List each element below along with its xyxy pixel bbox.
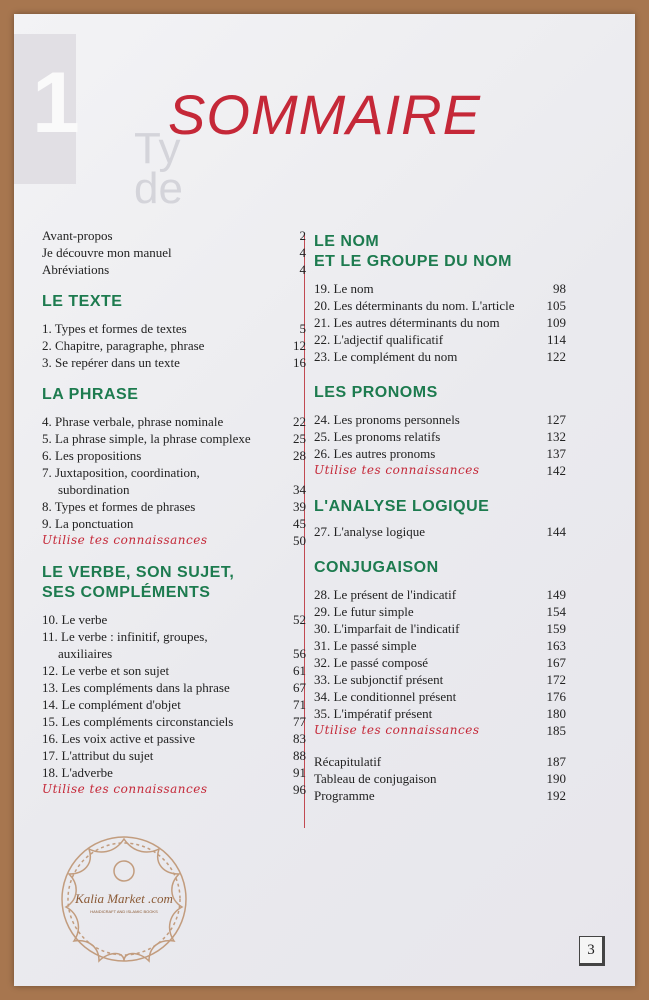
toc-entry[interactable]: 17. L'attribut du sujet 88 (42, 748, 306, 763)
toc-entry[interactable]: 7. Juxtaposition, coordination, subordination 34 (42, 465, 306, 497)
section-heading-nom: LE NOM ET LE GROUPE DU NOM (314, 233, 512, 270)
intro-list (42, 227, 306, 278)
section-heading-phrase: LA PHRASE (42, 386, 139, 403)
page-number-badge: 3 (579, 936, 605, 966)
toc-entry[interactable]: 15. Les compléments circonstanciels 77 (42, 714, 306, 729)
toc-entry[interactable]: 24. Les pronoms personnels 127 (314, 412, 566, 427)
outro-list (314, 753, 566, 804)
toc-entry[interactable]: 26. Les autres pronoms 137 (314, 446, 566, 461)
toc-entry[interactable]: Avant-propos 2 (42, 228, 306, 243)
toc-entry[interactable]: 6. Les propositions 28 (42, 448, 306, 463)
toc-entry[interactable]: 2. Chapitre, paragraphe, phrase 12 (42, 338, 306, 353)
toc-entry[interactable]: Tableau de conjugaison 190 (314, 771, 566, 786)
show-through-decoration: Ty (134, 124, 181, 173)
toc-entry[interactable]: 18. L'adverbe 91 (42, 765, 306, 780)
toc-entry[interactable]: 13. Les compléments dans la phrase 67 (42, 680, 306, 695)
toc-entry[interactable]: 34. Le conditionnel présent 176 (314, 689, 566, 704)
section-list-phrase (42, 413, 306, 549)
section-list-texte (42, 320, 306, 371)
toc-entry[interactable]: 25. Les pronoms relatifs 132 (314, 429, 566, 444)
toc-entry[interactable]: 14. Le complément d'objet 71 (42, 697, 306, 712)
toc-entry[interactable]: 8. Types et formes de phrases 39 (42, 499, 306, 514)
toc-entry[interactable]: Abréviations 4 (42, 262, 306, 277)
toc-entry[interactable]: 10. Le verbe 52 (42, 612, 306, 627)
toc-entry[interactable]: Programme 192 (314, 788, 566, 803)
toc-entry[interactable]: 3. Se repérer dans un texte 16 (42, 355, 306, 370)
section-heading-conjugaison: CONJUGAISON (314, 559, 439, 576)
book-page (14, 14, 635, 986)
toc-entry[interactable]: 21. Les autres déterminants du nom 109 (314, 315, 566, 330)
chapter-number-decoration: 1 (32, 55, 80, 151)
toc-entry[interactable]: 4. Phrase verbale, phrase nominale 22 (42, 414, 306, 429)
toc-entry[interactable]: 31. Le passé simple 163 (314, 638, 566, 653)
section-list-pronoms (314, 411, 566, 479)
toc-entry[interactable]: 22. L'adjectif qualificatif 114 (314, 332, 566, 347)
toc-entry[interactable]: 29. Le futur simple 154 (314, 604, 566, 619)
toc-entry[interactable]: 5. La phrase simple, la phrase complexe 25 (42, 431, 306, 446)
toc-entry[interactable]: 33. Le subjonctif présent 172 (314, 672, 566, 687)
toc-entry[interactable]: 19. Le nom 98 (314, 281, 566, 296)
review-entry[interactable]: Utilise tes connaissances 96 (42, 782, 306, 797)
left-column (42, 227, 306, 798)
toc-entry[interactable]: Récapitulatif 187 (314, 754, 566, 769)
section-heading-analyse: L'ANALYSE LOGIQUE (314, 498, 490, 515)
toc-entry[interactable]: 12. Le verbe et son sujet 61 (42, 663, 306, 678)
toc-entry[interactable]: 16. Les voix active et passive 83 (42, 731, 306, 746)
page-title: SOMMAIRE (168, 83, 481, 146)
toc-entry[interactable]: 32. Le passé composé 167 (314, 655, 566, 670)
watermark-tagline: HANDICRAFT AND ISLAMIC BOOKS (90, 909, 158, 914)
toc-entry[interactable]: 11. Le verbe : infinitif, groupes, auxiliaires 56 (42, 629, 306, 661)
section-list-analyse (314, 523, 566, 540)
section-list-verbe (42, 611, 306, 798)
review-entry[interactable]: Utilise tes connaissances 50 (42, 533, 306, 548)
show-through-decoration: de (134, 164, 183, 213)
toc-entry[interactable]: 35. L'impératif présent 180 (314, 706, 566, 721)
toc-entry[interactable]: 28. Le présent de l'indicatif 149 (314, 587, 566, 602)
toc-entry[interactable]: 23. Le complément du nom 122 (314, 349, 566, 364)
section-list-conjugaison (314, 586, 566, 739)
section-heading-verbe: LE VERBE, SON SUJET, SES COMPLÉMENTS (42, 564, 235, 601)
section-list-nom (314, 280, 566, 365)
watermark-brand: Kalia Market .com (75, 891, 173, 906)
review-entry[interactable]: Utilise tes connaissances 185 (314, 723, 566, 738)
toc-entry[interactable]: 30. L'imparfait de l'indicatif 159 (314, 621, 566, 636)
toc-entry[interactable]: 9. La ponctuation 45 (42, 516, 306, 531)
toc-entry[interactable]: 27. L'analyse logique 144 (314, 524, 566, 539)
toc-entry[interactable]: 20. Les déterminants du nom. L'article 105 (314, 298, 566, 313)
right-column (314, 232, 566, 804)
section-heading-texte: LE TEXTE (42, 293, 123, 310)
section-heading-pronoms: LES PRONOMS (314, 384, 438, 401)
toc-entry[interactable]: 1. Types et formes de textes 5 (42, 321, 306, 336)
toc-entry[interactable]: Je découvre mon manuel 4 (42, 245, 306, 260)
review-entry[interactable]: Utilise tes connaissances 142 (314, 463, 566, 478)
